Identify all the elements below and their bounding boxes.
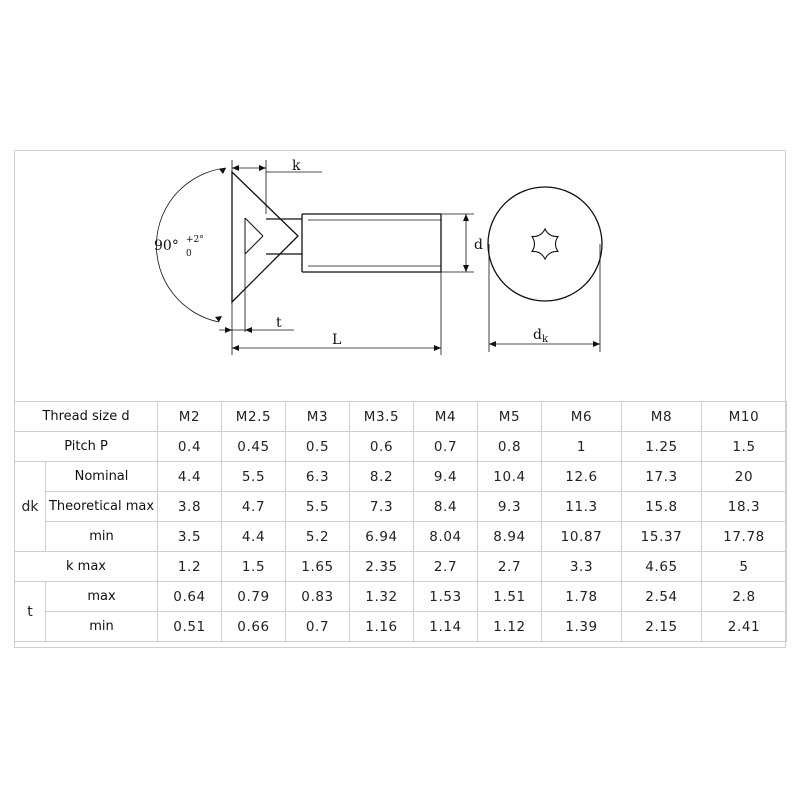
k-max-label: k max bbox=[15, 552, 158, 582]
pitch-cell: 1 bbox=[542, 432, 622, 462]
k-label: k bbox=[292, 158, 301, 174]
pitch-cell: 1.25 bbox=[622, 432, 702, 462]
dk-theo-cell: 3.8 bbox=[158, 492, 222, 522]
dk-theo-cell: 8.4 bbox=[414, 492, 478, 522]
row-dk-theoretical bbox=[15, 492, 787, 522]
dk-min-cell: 17.78 bbox=[702, 522, 787, 552]
dimension-lines bbox=[156, 160, 600, 355]
t-max-cell: 2.54 bbox=[622, 582, 702, 612]
dk-theo-cell: 4.7 bbox=[222, 492, 286, 522]
size-cell: M2.5 bbox=[222, 402, 286, 432]
t-min-label: min bbox=[46, 612, 158, 642]
size-cell: M2 bbox=[158, 402, 222, 432]
row-pitch bbox=[15, 432, 787, 462]
t-min-cell: 1.14 bbox=[414, 612, 478, 642]
size-cell: M10 bbox=[702, 402, 787, 432]
angle-tol-upper: +2° bbox=[186, 235, 204, 245]
pitch-label: Pitch P bbox=[15, 432, 158, 462]
pitch-cell: 0.6 bbox=[350, 432, 414, 462]
t-max-cell: 0.83 bbox=[286, 582, 350, 612]
t-max-cell: 1.51 bbox=[478, 582, 542, 612]
k-max-cell: 1.65 bbox=[286, 552, 350, 582]
t-min-cell: 2.41 bbox=[702, 612, 787, 642]
recess-tip-lower bbox=[245, 236, 263, 254]
t-min-cell: 0.7 bbox=[286, 612, 350, 642]
t-min-cell: 0.66 bbox=[222, 612, 286, 642]
recess-tip-upper bbox=[245, 218, 263, 236]
dk-label: $d_k$ bbox=[533, 327, 549, 345]
k-max-cell: 2.7 bbox=[478, 552, 542, 582]
head-circle bbox=[488, 187, 602, 301]
k-max-cell: 5 bbox=[702, 552, 787, 582]
t-min-cell: 0.51 bbox=[158, 612, 222, 642]
k-max-cell: 1.2 bbox=[158, 552, 222, 582]
t-min-cell: 2.15 bbox=[622, 612, 702, 642]
dk-nominal-cell: 6.3 bbox=[286, 462, 350, 492]
row-thread-size bbox=[15, 402, 787, 432]
pitch-cell: 0.7 bbox=[414, 432, 478, 462]
row-t-max bbox=[15, 582, 787, 612]
screw-side-view bbox=[232, 172, 441, 302]
t-min-cell: 1.12 bbox=[478, 612, 542, 642]
dk-nominal-cell: 5.5 bbox=[222, 462, 286, 492]
row-k-max bbox=[15, 552, 787, 582]
pitch-cell: 0.5 bbox=[286, 432, 350, 462]
t-max-cell: 1.53 bbox=[414, 582, 478, 612]
dk-nominal-cell: 20 bbox=[702, 462, 787, 492]
dk-min-cell: 3.5 bbox=[158, 522, 222, 552]
size-cell: M3 bbox=[286, 402, 350, 432]
pitch-cell: 1.5 bbox=[702, 432, 787, 462]
dk-min-cell: 6.94 bbox=[350, 522, 414, 552]
dk-theoretical-label: Theoretical max bbox=[46, 492, 158, 522]
k-max-cell: 4.65 bbox=[622, 552, 702, 582]
dk-min-cell: 10.87 bbox=[542, 522, 622, 552]
t-max-cell: 1.32 bbox=[350, 582, 414, 612]
drawing-labels bbox=[154, 158, 549, 348]
L-label: L bbox=[332, 332, 342, 348]
t-label: t bbox=[276, 315, 282, 331]
angle-label: 90° bbox=[154, 238, 179, 254]
t-max-cell: 1.78 bbox=[542, 582, 622, 612]
screw-head-outline bbox=[232, 172, 298, 302]
pitch-cell: 0.8 bbox=[478, 432, 542, 462]
k-max-cell: 2.35 bbox=[350, 552, 414, 582]
dk-nominal-cell: 12.6 bbox=[542, 462, 622, 492]
k-max-cell: 3.3 bbox=[542, 552, 622, 582]
dk-min-cell: 8.04 bbox=[414, 522, 478, 552]
screw-end-view bbox=[488, 187, 602, 301]
k-max-cell: 1.5 bbox=[222, 552, 286, 582]
dk-nominal-cell: 10.4 bbox=[478, 462, 542, 492]
dk-theo-cell: 15.8 bbox=[622, 492, 702, 522]
t-max-cell: 0.79 bbox=[222, 582, 286, 612]
t-max-cell: 2.8 bbox=[702, 582, 787, 612]
t-max-label: max bbox=[46, 582, 158, 612]
screw-drawing bbox=[14, 150, 786, 400]
pitch-cell: 0.45 bbox=[222, 432, 286, 462]
row-dk-nominal bbox=[15, 462, 787, 492]
dk-theo-cell: 7.3 bbox=[350, 492, 414, 522]
t-min-cell: 1.39 bbox=[542, 612, 622, 642]
torx-recess-icon bbox=[532, 229, 558, 259]
thread-size-header: Thread size d bbox=[15, 402, 158, 432]
row-dk-min bbox=[15, 522, 787, 552]
dk-min-cell: 5.2 bbox=[286, 522, 350, 552]
dk-nominal-label: Nominal bbox=[46, 462, 158, 492]
d-label: d bbox=[474, 237, 483, 253]
t-max-cell: 0.64 bbox=[158, 582, 222, 612]
size-cell: M3.5 bbox=[350, 402, 414, 432]
k-max-cell: 2.7 bbox=[414, 552, 478, 582]
dk-min-label: min bbox=[46, 522, 158, 552]
dk-nominal-cell: 17.3 bbox=[622, 462, 702, 492]
dk-min-cell: 8.94 bbox=[478, 522, 542, 552]
dk-theo-cell: 9.3 bbox=[478, 492, 542, 522]
dk-nominal-cell: 4.4 bbox=[158, 462, 222, 492]
size-cell: M6 bbox=[542, 402, 622, 432]
angle-tol-lower: 0 bbox=[186, 249, 192, 259]
dk-nominal-cell: 9.4 bbox=[414, 462, 478, 492]
dk-min-cell: 15.37 bbox=[622, 522, 702, 552]
t-min-cell: 1.16 bbox=[350, 612, 414, 642]
dk-theo-cell: 5.5 bbox=[286, 492, 350, 522]
dk-group-label: dk bbox=[15, 462, 46, 552]
spec-table bbox=[14, 401, 787, 642]
size-cell: M8 bbox=[622, 402, 702, 432]
arrowheads bbox=[215, 165, 600, 351]
dk-nominal-cell: 8.2 bbox=[350, 462, 414, 492]
dk-theo-cell: 11.3 bbox=[542, 492, 622, 522]
dk-theo-cell: 18.3 bbox=[702, 492, 787, 522]
pitch-cell: 0.4 bbox=[158, 432, 222, 462]
size-cell: M5 bbox=[478, 402, 542, 432]
t-group-label: t bbox=[15, 582, 46, 642]
size-cell: M4 bbox=[414, 402, 478, 432]
dk-min-cell: 4.4 bbox=[222, 522, 286, 552]
row-t-min bbox=[15, 612, 787, 642]
